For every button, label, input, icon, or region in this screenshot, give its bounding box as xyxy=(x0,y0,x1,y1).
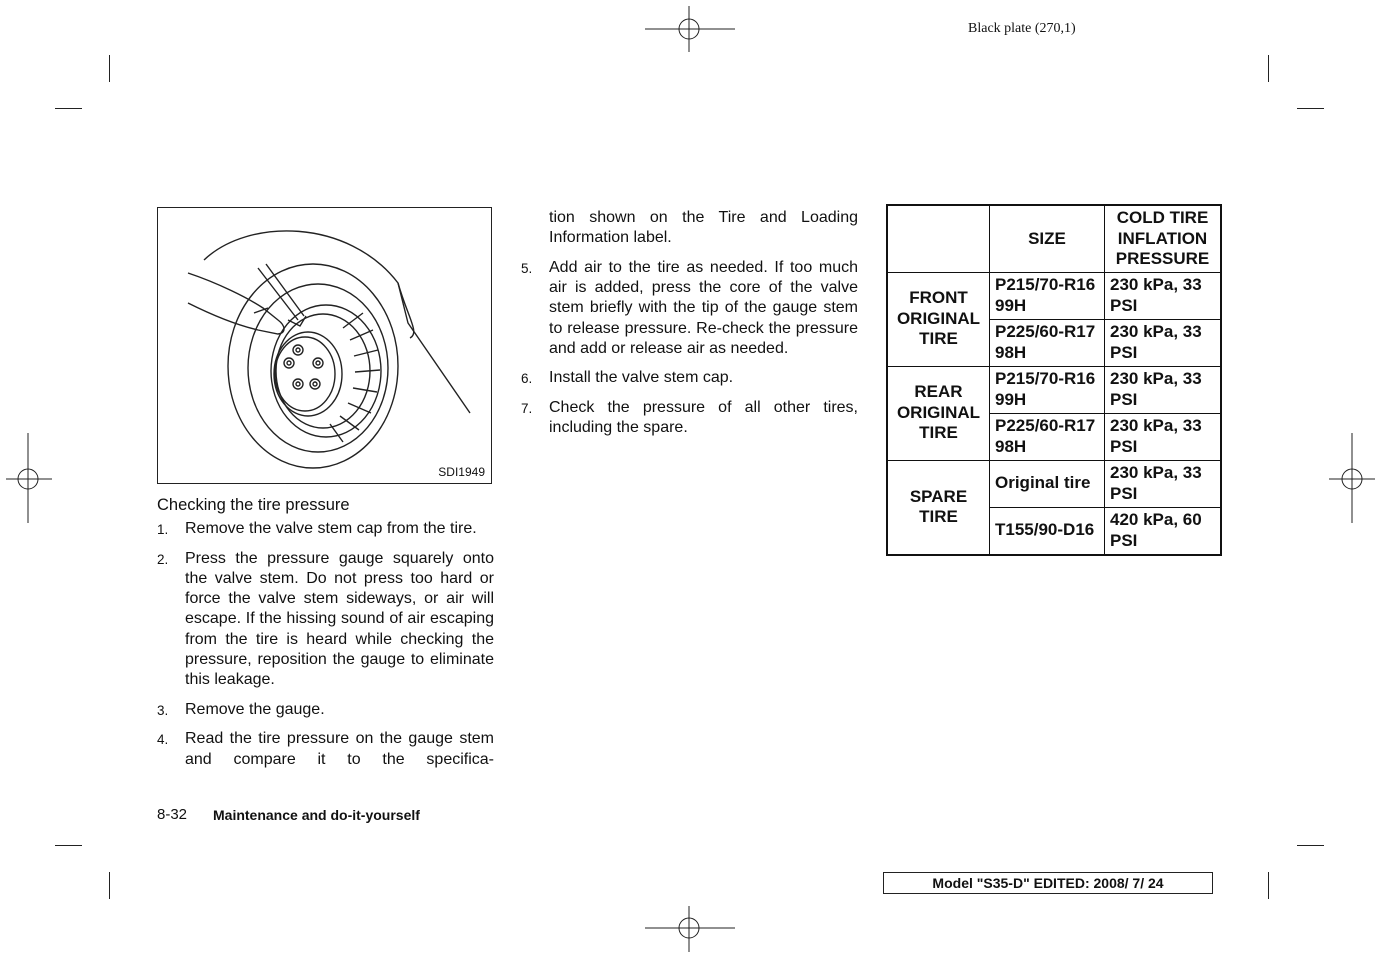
cell-pressure: 420 kPa, 60 PSI xyxy=(1105,507,1222,555)
model-edit-stamp: Model "S35-D" EDITED: 2008/ 7/ 24 xyxy=(883,872,1213,894)
table-header-size: SIZE xyxy=(990,205,1105,272)
section-title: Maintenance and do-it-yourself xyxy=(213,807,420,823)
cell-pressure: 230 kPa, 33 PSI xyxy=(1105,460,1222,507)
cell-size: P215/70-R16 99H xyxy=(990,272,1105,319)
step-1 xyxy=(157,519,494,539)
cell-size: P225/60-R17 98H xyxy=(990,319,1105,366)
group-label-front: FRONT ORIGINAL TIRE xyxy=(887,272,990,366)
step-number: 1. xyxy=(157,522,169,537)
tire-gauge-drawing xyxy=(158,208,493,485)
cell-size: Original tire xyxy=(990,460,1105,507)
table-header-row xyxy=(887,205,1221,272)
group-label-spare: SPARE TIRE xyxy=(887,460,990,555)
tire-pressure-illustration xyxy=(157,207,492,484)
registration-mark-right xyxy=(1329,433,1375,523)
step-number: 3. xyxy=(157,702,169,718)
registration-mark-left xyxy=(6,433,52,523)
table-row xyxy=(887,460,1221,507)
cell-pressure: 230 kPa, 33 PSI xyxy=(1105,319,1222,366)
step-text: Check the pressure of all other tires, including the spare. xyxy=(549,399,858,437)
step-3 xyxy=(157,700,494,720)
step-number: 7. xyxy=(521,401,533,417)
step-4 xyxy=(157,729,494,769)
cell-pressure: 230 kPa, 33 PSI xyxy=(1105,272,1222,319)
step-text: Remove the gauge. xyxy=(185,700,325,718)
step-6 xyxy=(521,368,858,388)
group-label-rear: REAR ORIGINAL TIRE xyxy=(887,366,990,460)
plate-label: Black plate (270,1) xyxy=(968,21,1076,36)
step-text: Install the valve stem cap. xyxy=(549,369,734,387)
page-number: 8-32 xyxy=(157,806,188,823)
step-number: 4. xyxy=(157,732,169,748)
table-row xyxy=(887,272,1221,319)
step-2 xyxy=(157,549,494,690)
table-header-pressure: COLD TIRE INFLATION PRESSURE xyxy=(1105,205,1222,272)
step-text: Press the pressure gauge squarely onto the valve stem. Do not press too hard or force the valve stem sideways, or air will escape. If the hissing sound of air escaping from the tire is heard while checking the pressure, reposition the gauge to eliminate this leakage. xyxy=(185,549,494,688)
step-5 xyxy=(521,258,858,359)
figure-code: SDI1949 xyxy=(438,465,485,479)
cell-size: T155/90-D16 xyxy=(990,507,1105,555)
table-row xyxy=(887,366,1221,413)
registration-mark-bottom xyxy=(645,906,735,952)
cell-size: P225/60-R17 98H xyxy=(990,413,1105,460)
cell-size: P215/70-R16 99H xyxy=(990,366,1105,413)
step-text: Remove the valve stem cap from the tire. xyxy=(185,520,477,537)
left-column-steps xyxy=(157,519,494,779)
tire-pressure-table xyxy=(886,204,1222,556)
step-number: 5. xyxy=(521,260,533,276)
step-4-continuation: tion shown on the Tire and Loading Information label. xyxy=(549,209,858,247)
step-text: Add air to the tire as needed. If too much air is added, press the core of the valve stem briefly with the tip of the gauge stem to release pressure. Re-check the pressure and add or release air as needed. xyxy=(549,258,858,357)
cell-pressure: 230 kPa, 33 PSI xyxy=(1105,366,1222,413)
figure-caption: Checking the tire pressure xyxy=(157,496,350,514)
cell-pressure: 230 kPa, 33 PSI xyxy=(1105,413,1222,460)
registration-mark-top xyxy=(645,6,735,52)
table-header-blank xyxy=(887,205,990,272)
middle-column-steps xyxy=(521,208,858,448)
step-number: 2. xyxy=(157,551,169,567)
step-7 xyxy=(521,398,858,438)
step-text: Read the tire pressure on the gauge stem and compare it to the specifica- xyxy=(185,730,494,768)
step-number: 6. xyxy=(521,371,533,387)
